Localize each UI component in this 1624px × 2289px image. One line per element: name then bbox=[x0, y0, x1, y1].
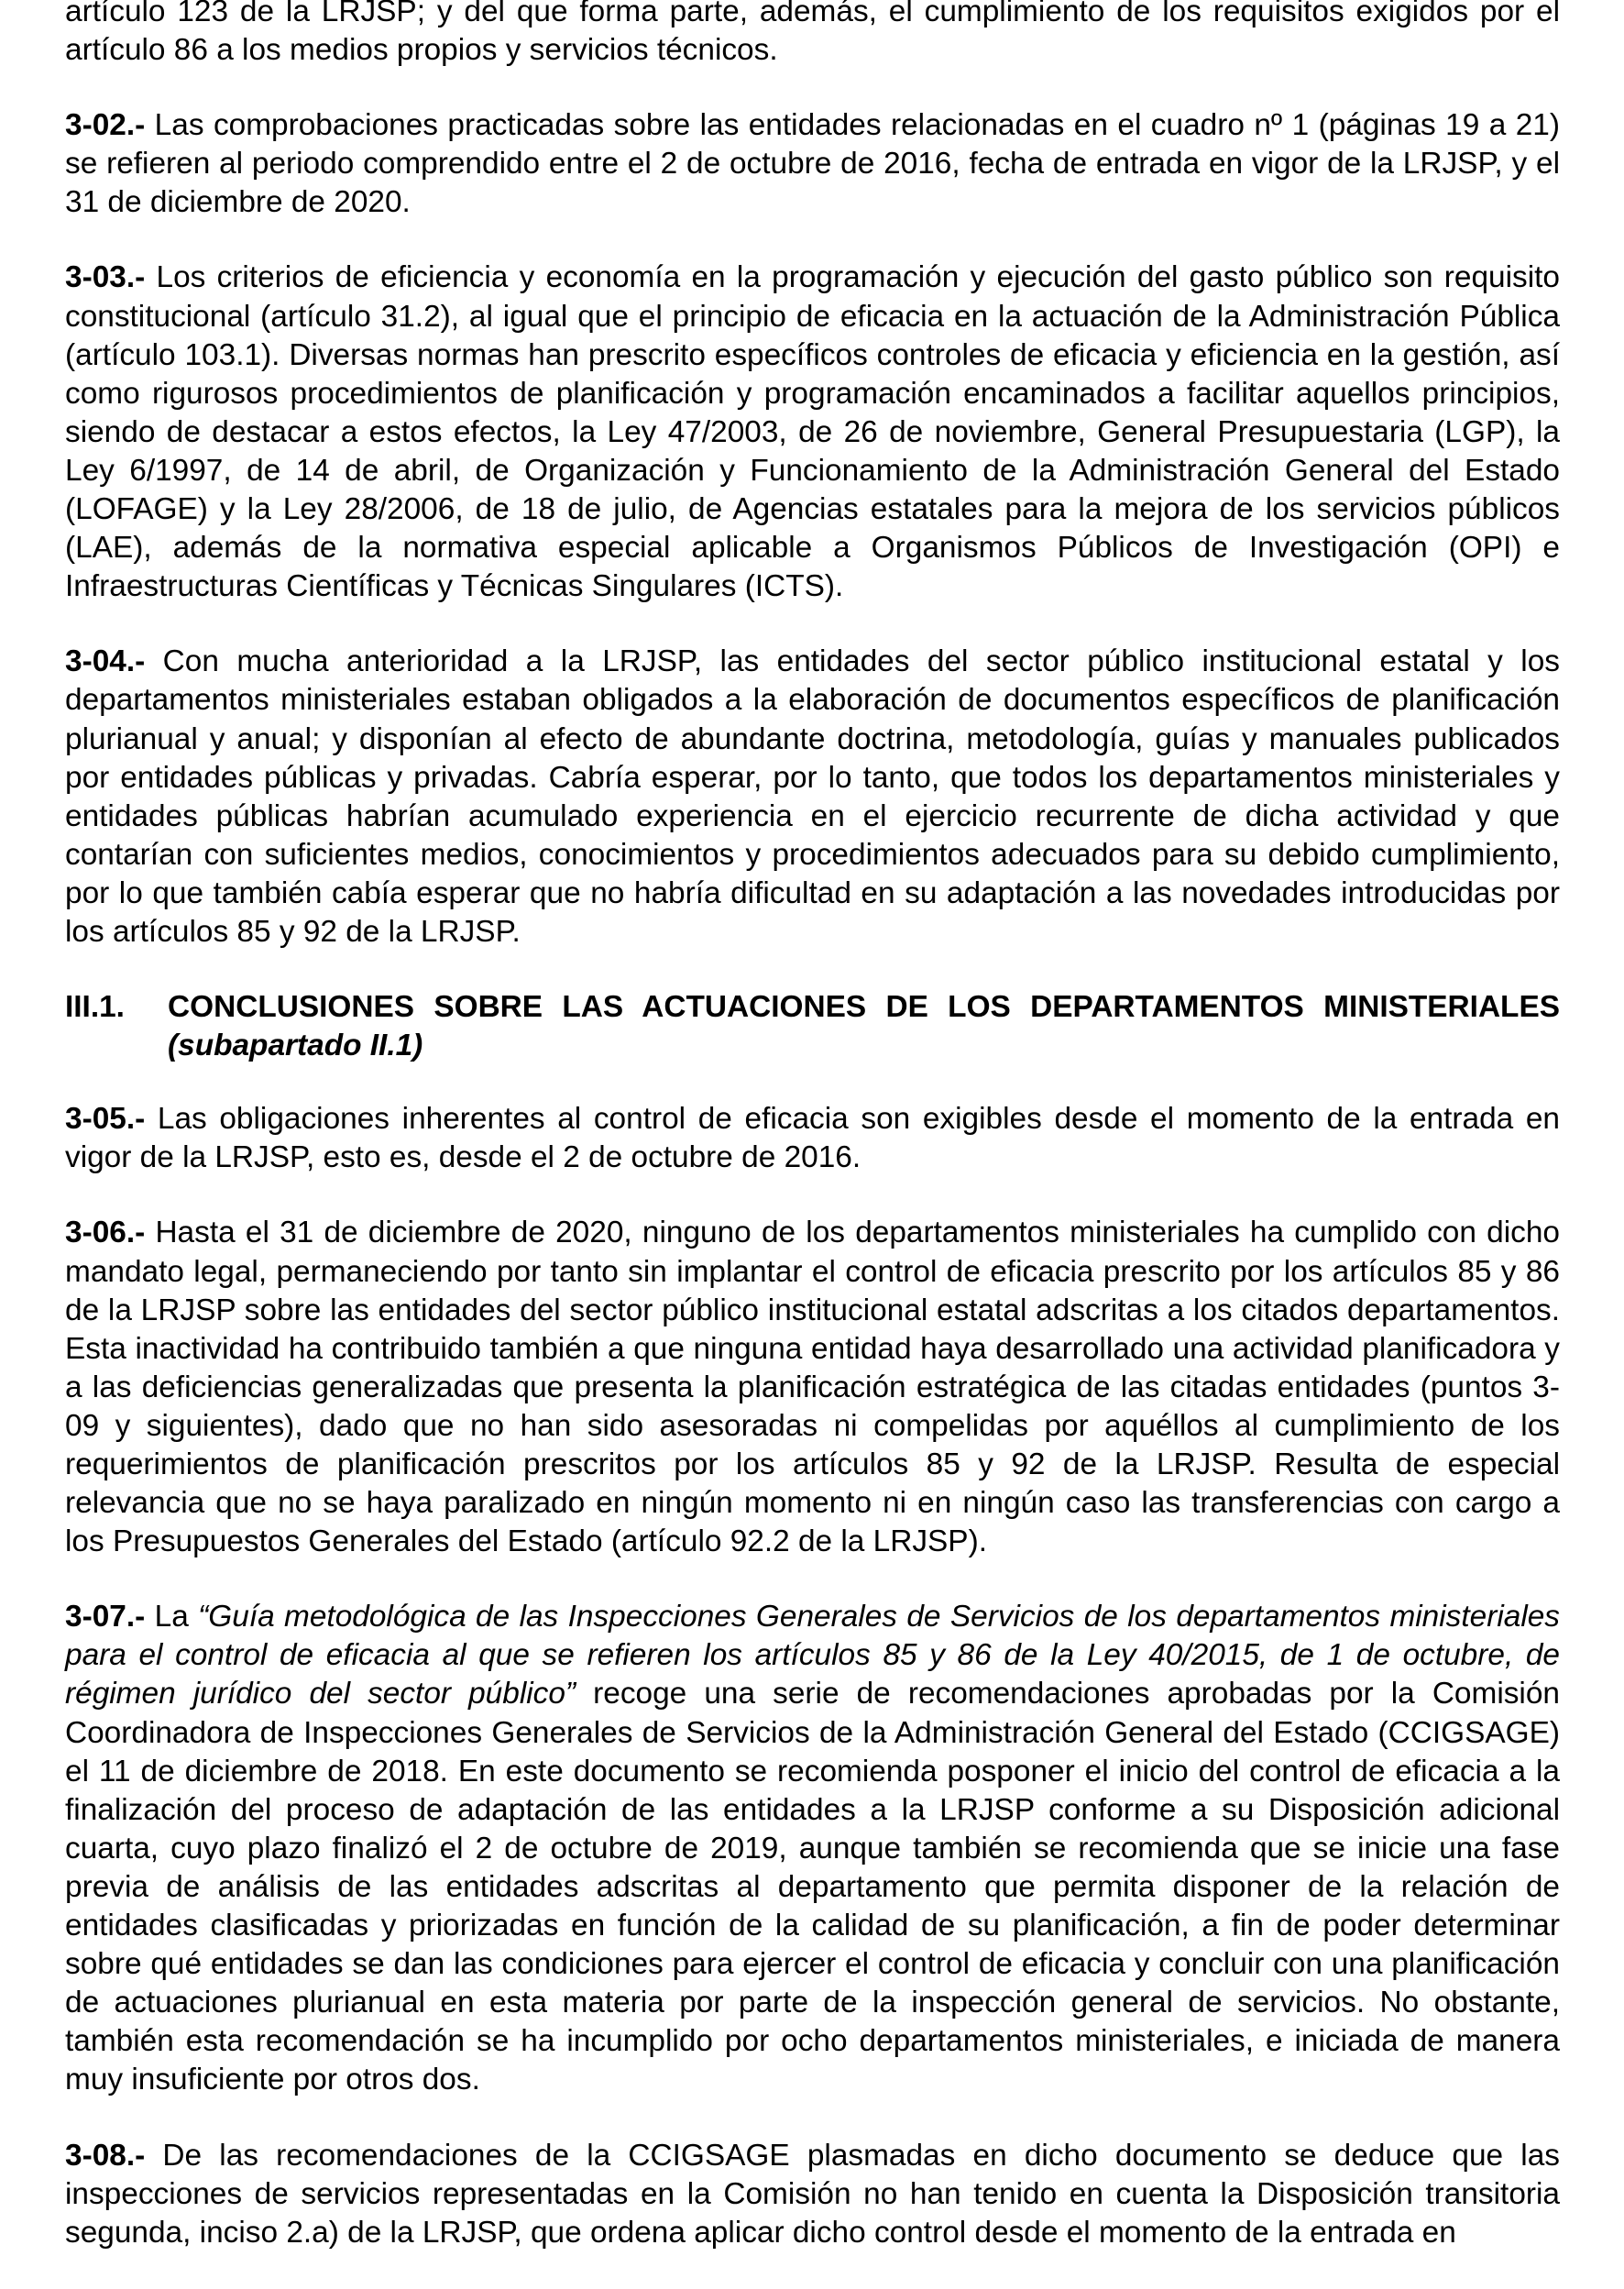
guide-title: “Guía metodológica de las Inspecciones Generales de Servicios de los departamentos ministeriales para el control de eficacia al que se refieren los artículos 85 y 86 de la Ley 40/2015, de 1 de octubre, de régimen jurídico del sector público” bbox=[65, 1600, 1561, 1711]
paragraph-number: 3-02.- bbox=[65, 108, 146, 143]
paragraph-3-08 bbox=[65, 2137, 1560, 2252]
paragraph-number: 3-06.- bbox=[65, 1216, 146, 1250]
paragraph-number: 3-07.- bbox=[65, 1600, 146, 1634]
paragraph-number: 3-08.- bbox=[65, 2138, 146, 2173]
section-number: III.1. bbox=[65, 990, 125, 1025]
paragraph-number: 3-05.- bbox=[65, 1102, 146, 1137]
paragraph-text: Los criterios de eficiencia y economía en la programación y ejecución del gasto público son requisito constitucional (artículo 31.2), al igual que el principio de eficacia en la actuación de la Administración Pública (artículo 103.1). Diversas normas han prescrito específicos controles de eficacia y eficiencia en la gestión, así como rigurosos procedimientos de planificación y programación encaminados a facilitar aquellos principios, siendo de destacar a estos efectos, la Ley 47/2003, de 26 de noviembre, General Presupuestaria (LGP), la Ley 6/1997, de 14 de abril, de Organización y Funcionamiento de la Administración General del Estado (LOFAGE) y la Ley 28/2006, de 18 de julio, de Agencias estatales para la mejora de los servicios públicos (LAE), además de la normativa especial aplicable a Organismos Públicos de Investigación (OPI) e Infraestructuras Científicas y Técnicas Singulares (ICTS). bbox=[65, 260, 1560, 604]
section-title-block bbox=[168, 988, 1560, 1065]
paragraph-text: recoge una serie de recomendaciones aprobadas por la Comisión Coordinadora de Inspecciones Generales de Servicios de la Administración General del Estado (CCIGSAGE) el 11 de diciembre de 2018. En este documento se recomienda posponer el inicio del control de eficacia a la finalización del proceso de adaptación de las entidades a la LRJSP conforme a su Disposición adicional cuarta, cuyo plazo finalizó el 2 de octubre de 2019, aunque también se recomienda que se inicie una fase previa de análisis de las entidades adscritas al departamento que permita disponer de la relación de entidades clasificadas y priorizadas en función de la calidad de su planificación, a fin de poder determinar sobre qué entidades se dan las condiciones para ejercer el control de eficacia y concluir con una planificación de actuaciones plurianual en esta materia por parte de la inspección general de servicios. No obstante, también esta recomendación se ha incumplido por ocho departamentos ministeriales, e iniciada de manera muy insuficiente por otros dos. bbox=[65, 1677, 1560, 2097]
paragraph-text: artículo 123 de la LRJSP; y del que forma parte, además, el cumplimiento de los requisitos exigidos por el artículo 86 a los medios propios y servicios técnicos. bbox=[65, 0, 1560, 68]
paragraph-intro bbox=[65, 0, 1560, 70]
paragraph-lead: La bbox=[145, 1600, 199, 1634]
section-subtitle: (subapartado II.1) bbox=[168, 1029, 423, 1063]
paragraph-text: Hasta el 31 de diciembre de 2020, ninguno de los departamentos ministeriales ha cumplido con dicho mandato legal, permaneciendo por tanto sin implantar el control de eficacia prescrito por los artículos 85 y 86 de la LRJSP sobre las entidades del sector público institucional estatal adscritas a los citados departamentos. Esta inactividad ha contribuido también a que ninguna entidad haya desarrollado una actividad planificadora y a las deficiencias generalizadas que presenta la planificación estratégica de las citadas entidades (puntos 3-09 y siguientes), dado que no han sido asesoradas ni compelidas por aquéllos al cumplimiento de los requerimientos de planificación prescritos por los artículos 85 y 92 de la LRJSP. Resulta de especial relevancia que no se haya paralizado en ningún momento ni en ningún caso las transferencias con cargo a los Presupuestos Generales del Estado (artículo 92.2 de la LRJSP). bbox=[65, 1216, 1560, 1559]
paragraph-3-05 bbox=[65, 1100, 1560, 1177]
paragraph-text: Las obligaciones inherentes al control de eficacia son exigibles desde el momento de la entrada en vigor de la LRJSP, esto es, desde el 2 de octubre de 2016. bbox=[65, 1102, 1560, 1175]
document-body bbox=[65, 0, 1560, 2289]
paragraph-3-06 bbox=[65, 1214, 1560, 1561]
paragraph-text: Las comprobaciones practicadas sobre las entidades relacionadas en el cuadro nº 1 (páginas 19 a 21) se refieren al periodo comprendido entre el 2 de octubre de 2016, fecha de entrada en vigor de la LRJSP, y el 31 de diciembre de 2020. bbox=[65, 108, 1560, 220]
paragraph-text: Con mucha anterioridad a la LRJSP, las entidades del sector público institucional estatal y los departamentos ministeriales estaban obligados a la elaboración de documentos específicos de planificación plurianual y anual; y disponían al efecto de abundante doctrina, metodología, guías y manuales publicados por entidades públicas y privadas. Cabría esperar, por lo tanto, que todos los departamentos ministeriales y entidades públicas habrían acumulado experiencia en el ejercicio recurrente de dicha actividad y que contarían con suficientes medios, conocimientos y procedimientos adecuados para su debido cumplimiento, por lo que también cabía esperar que no habría dificultad en su adaptación a las novedades introducidas por los artículos 85 y 92 de la LRJSP. bbox=[65, 644, 1560, 949]
section-title: CONCLUSIONES SOBRE LAS ACTUACIONES DE LOS DEPARTAMENTOS MINISTERIALES bbox=[168, 990, 1560, 1025]
paragraph-number: 3-04.- bbox=[65, 644, 146, 679]
paragraph-3-07 bbox=[65, 1598, 1560, 2099]
paragraph-3-03 bbox=[65, 259, 1560, 606]
paragraph-number: 3-03.- bbox=[65, 260, 146, 295]
paragraph-3-02 bbox=[65, 106, 1560, 222]
paragraph-3-04 bbox=[65, 643, 1560, 952]
section-heading bbox=[65, 988, 1560, 1065]
paragraph-text: De las recomendaciones de la CCIGSAGE plasmadas en dicho documento se deduce que las inspecciones de servicios representadas en la Comisión no han tenido en cuenta la Disposición transitoria segunda, inciso 2.a) de la LRJSP, que ordena aplicar dicho control desde el momento de la entrada en bbox=[65, 2138, 1560, 2250]
